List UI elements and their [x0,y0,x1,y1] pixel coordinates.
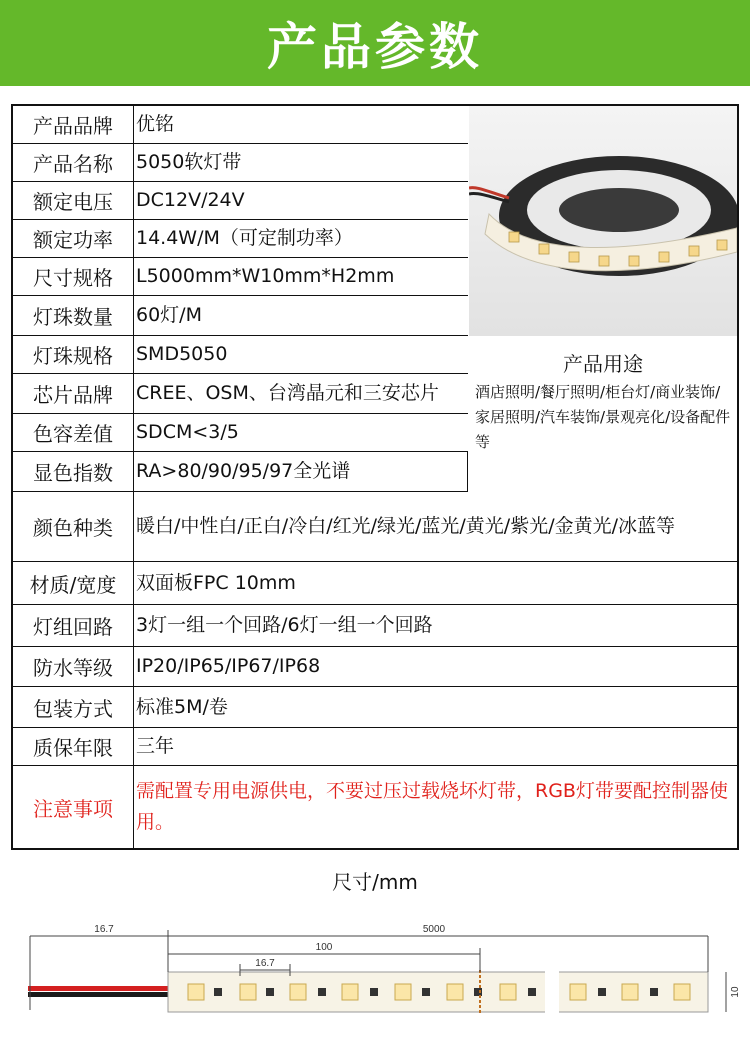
spec-label: 显色指数 [13,452,134,491]
width-label: 10 [730,986,741,998]
spec-label: 灯组回路 [13,605,134,646]
spec-value: CREE、OSM、台湾晶元和三安芯片 [136,382,439,404]
led-strip-reel-image [469,106,737,336]
spec-row-size [13,258,468,296]
spec-label: 产品名称 [13,144,134,181]
spec-label: 包装方式 [13,687,134,727]
spec-row-circuit [13,605,737,647]
spec-label: 尺寸规格 [13,258,134,295]
usage-title: 产品用途 [563,352,643,376]
spec-row-power [13,220,468,258]
cut-length-label: 100 [315,942,333,953]
spec-row-chip [13,374,468,414]
spec-row-led-count [13,296,468,336]
spec-table [11,104,739,850]
spec-value: 暖白/中性白/正白/冷白/红光/绿光/蓝光/黄光/紫光/金黄光/冰蓝等 [136,515,676,537]
spec-label: 颜色种类 [13,492,134,561]
product-photo [469,106,737,336]
spec-value: 3灯一组一个回路/6灯一组一个回路 [136,614,433,636]
spec-label: 灯珠数量 [13,296,134,335]
red-wire [28,986,178,991]
spec-row-waterproof [13,647,737,687]
spec-row-led-spec [13,336,468,374]
lead-length-label: 16.7 [94,924,114,935]
spec-value: 三年 [136,735,175,757]
spec-value: IP20/IP65/IP67/IP68 [136,655,321,677]
usage-panel [469,338,737,492]
spec-row-material [13,562,737,605]
spec-value: L5000mm*W10mm*H2mm [136,265,395,287]
spec-label: 防水等级 [13,647,134,686]
spec-value: 需配置专用电源供电，不要过压过载烧坏灯带，RGB灯带要配控制器使用。 [136,780,728,833]
spec-value: 14.4W/M（可定制功率） [136,227,353,249]
spec-row-colors [13,492,737,562]
spec-label: 额定功率 [13,220,134,257]
spec-row-sdcm [13,414,468,452]
spec-label: 材质/宽度 [13,562,134,604]
page-title: 产品参数 [267,18,483,76]
spec-row-voltage [13,182,468,220]
dimension-title: 尺寸/mm [332,870,418,894]
spec-row-brand [13,106,468,144]
spec-value: 优铭 [136,113,175,135]
spec-row-package [13,687,737,728]
spec-label: 芯片品牌 [13,374,134,413]
spec-row-name [13,144,468,182]
spec-value: SMD5050 [136,343,228,365]
spec-label: 质保年限 [13,728,134,765]
spec-label: 灯珠规格 [13,336,134,373]
spec-value: 标准5M/卷 [136,695,228,718]
header-banner [0,0,750,86]
spec-value: RA>80/90/95/97全光谱 [136,460,351,482]
spec-label: 额定电压 [13,182,134,219]
usage-text: 酒店照明/餐厅照明/柜台灯/商业装饰/家居照明/汽车装饰/景观亮化/设备配件等 [475,383,731,451]
spec-value: DC12V/24V [136,189,245,211]
spec-row-notice [13,766,737,848]
total-length-label: 5000 [422,924,446,935]
spec-row-cri [13,452,468,492]
spec-label: 色容差值 [13,414,134,451]
break-gap [545,968,559,1016]
spec-label: 注意事项 [13,766,134,848]
black-wire [28,992,178,997]
spec-label: 产品品牌 [13,106,134,143]
spec-row-warranty [13,728,737,766]
led-pitch-label: 16.7 [255,958,275,969]
spec-value: SDCM<3/5 [136,421,239,443]
spec-value: 双面板FPC 10mm [136,571,296,594]
spec-value: 60灯/M [136,304,202,326]
spec-value: 5050软灯带 [136,151,242,173]
dimension-diagram [0,900,750,1043]
